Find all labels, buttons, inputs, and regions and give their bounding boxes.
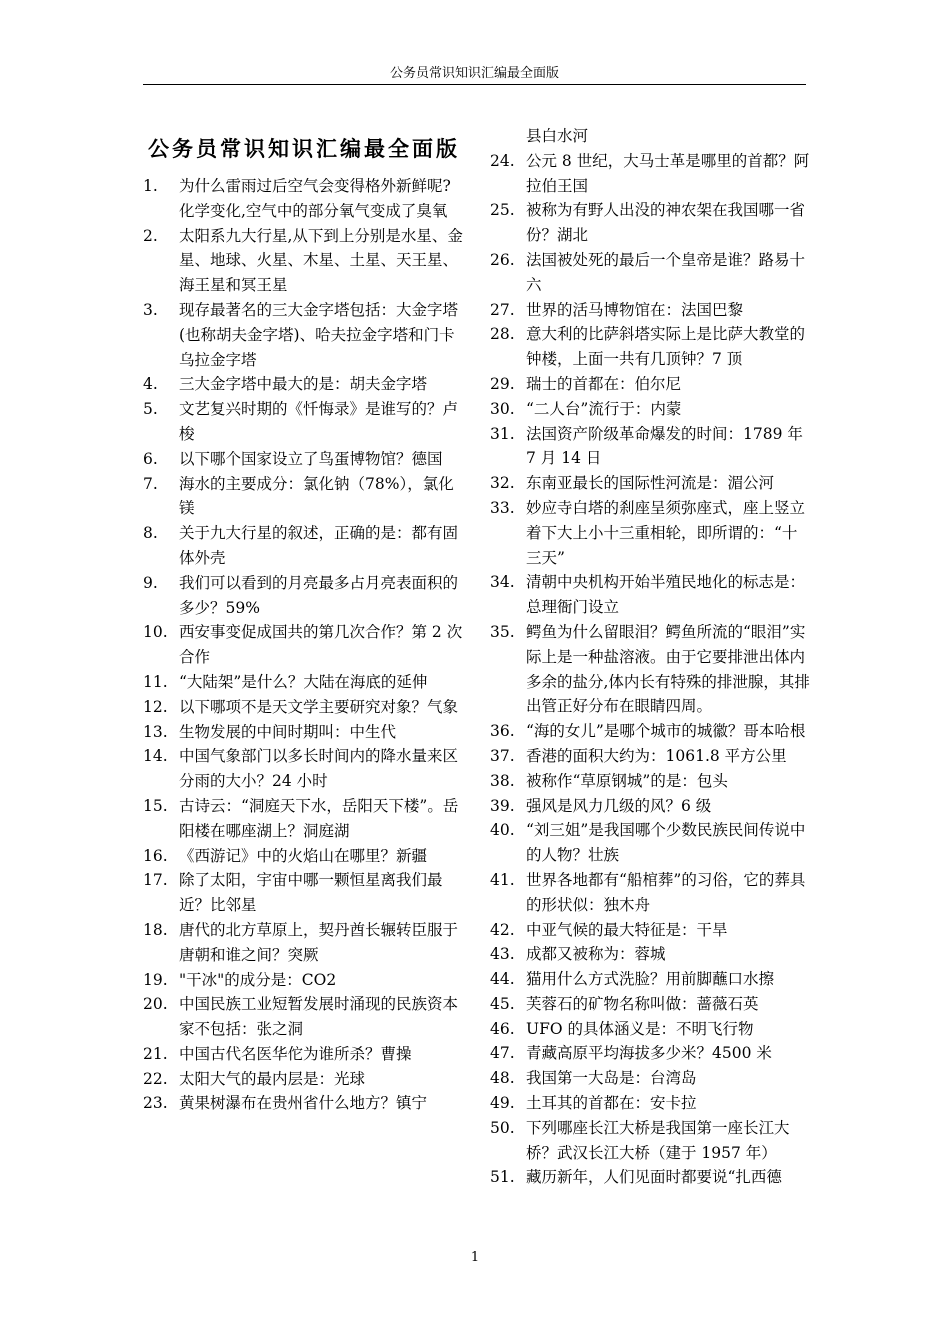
list-item [490, 397, 810, 422]
item-number: 16. [143, 846, 168, 865]
item-number: 8. [143, 524, 158, 543]
list-item [490, 744, 810, 769]
list-item [143, 447, 466, 472]
document-title: 公务员常识知识汇编最全面版 [148, 136, 460, 161]
item-text: 藏历新年，人们见面时都要说“扎西德 [526, 1168, 782, 1187]
item-text: 下列哪座长江大桥是我国第一座长江大桥？武汉长江大桥（建于 1957 年） [526, 1118, 790, 1162]
item-text: 中国民族工业短暂发展时涌现的民族资本家不包括：张之洞 [179, 995, 459, 1039]
item-number: 6. [143, 449, 158, 468]
item-text: 海水的主要成分：氯化钠（78%），氯化镁 [179, 474, 454, 518]
list-item [143, 521, 466, 571]
continued-text: 县白水河 [526, 127, 589, 145]
item-text: 清朝中央机构开始半殖民地化的标志是：总理衙门设立 [526, 573, 806, 617]
item-text: 被称作“草原钢城”的是：包头 [526, 771, 728, 790]
item-text: 香港的面积大约为：1061.8 平方公里 [526, 746, 787, 765]
item-number: 44. [490, 970, 515, 989]
item-text: 西安事变促成国共的第几次合作？第 2 次合作 [179, 623, 463, 667]
item-number: 38. [490, 771, 515, 790]
list-item [490, 1041, 810, 1066]
item-number: 40. [490, 821, 515, 840]
item-text: 瑞士的首都在：伯尔尼 [526, 374, 682, 393]
item-number: 31. [490, 424, 515, 443]
item-number: 24. [490, 151, 515, 170]
item-number: 25. [490, 201, 515, 220]
item-text: 太阳系九大行星,从下到上分别是水星、金星、地球、火星、木星、土星、天王星、海王星和冥王星 [179, 226, 463, 295]
list-item [490, 620, 810, 719]
item-number: 23. [143, 1094, 168, 1113]
item-text: 法国资产阶级革命爆发的时间：1789 年 7 月 14 日 [526, 424, 803, 468]
item-text: 《西游记》中的火焰山在哪里？新疆 [179, 846, 428, 865]
list-item [490, 719, 810, 744]
list-item [143, 472, 466, 522]
item-number: 20. [143, 995, 168, 1014]
item-number: 42. [490, 920, 515, 939]
item-text: 以下哪项不是天文学主要研究对象？气象 [179, 697, 459, 716]
item-number: 10. [143, 623, 168, 642]
item-number: 14. [143, 747, 168, 766]
item-text: 文艺复兴时期的《忏悔录》是谁写的？卢梭 [179, 400, 459, 443]
item-text: 公元 8 世纪，大马士革是哪里的首都？阿拉伯王国 [526, 151, 810, 195]
list-item [490, 918, 810, 943]
item-text: 为什么雷雨过后空气会变得格外新鲜呢?化学变化,空气中的部分氧气变成了臭氧 [179, 177, 451, 220]
list-item [143, 968, 466, 993]
list-item [490, 818, 810, 868]
item-text: “二人台”流行于：内蒙 [526, 399, 682, 418]
item-text: 意大利的比萨斜塔实际上是比萨大教堂的钟楼，上面一共有几顶钟？7 顶 [526, 325, 806, 369]
item-number: 26. [490, 250, 515, 269]
item-number: 27. [490, 300, 515, 319]
item-number: 34. [490, 573, 515, 592]
list-item [490, 496, 810, 570]
list-item [143, 397, 466, 447]
item-text: 唐代的北方草原上，契丹酋长辗转臣服于唐朝和谁之间？突厥 [179, 920, 459, 964]
list-item [490, 794, 810, 819]
item-text: 中国气象部门以多长时间内的降水量来区分雨的大小？24 小时 [179, 747, 459, 791]
item-text: 世界各地都有“船棺葬”的习俗，它的葬具的形状似：独木舟 [526, 870, 806, 914]
item-number: 45. [490, 994, 515, 1013]
list-item [143, 794, 466, 844]
page-number: 1 [470, 1250, 480, 1265]
item-number: 41. [490, 870, 515, 889]
item-text: “海的女儿”是哪个城市的城徽？哥本哈根 [526, 722, 806, 741]
list-item [490, 422, 810, 472]
item-number: 3. [143, 300, 158, 319]
item-text: 生物发展的中间时期叫：中生代 [179, 722, 397, 741]
item-text: UFO 的具体涵义是：不明飞行物 [526, 1019, 754, 1038]
list-item [143, 298, 466, 372]
list-item [490, 149, 810, 199]
list-item [143, 1042, 466, 1067]
list-item [490, 992, 810, 1017]
item-text: "干冰"的成分是：CO2 [179, 970, 337, 989]
list-item [143, 695, 466, 720]
item-text: 鳄鱼为什么留眼泪？鳄鱼所流的“眼泪”实际上是一种盐溶液。由于它要排泄出体内多余的盐分,体内长有特殊的排泄腺，其排出管正好分布在眼睛四周。 [526, 622, 810, 716]
item-number: 28. [490, 325, 515, 344]
list-item [490, 868, 810, 918]
item-text: 土耳其的首都在：安卡拉 [526, 1094, 697, 1113]
list-item [490, 942, 810, 967]
item-number: 18. [143, 920, 168, 939]
list-item [143, 992, 466, 1042]
list-item [143, 1067, 466, 1092]
item-number: 37. [490, 746, 515, 765]
item-text: 黄果树瀑布在贵州省什么地方？镇宁 [179, 1094, 428, 1113]
list-item [490, 198, 810, 248]
item-number: 46. [490, 1019, 515, 1038]
item-text: 成都又被称为：蓉城 [526, 945, 666, 964]
header-divider [143, 84, 806, 85]
list-item [490, 248, 810, 298]
item-number: 21. [143, 1044, 168, 1063]
list-item [490, 471, 810, 496]
item-number: 15. [143, 796, 168, 815]
item-number: 4. [143, 375, 158, 394]
list-item [143, 720, 466, 745]
item-number: 1. [143, 177, 158, 195]
item-text: 猫用什么方式洗脸？用前脚蘸口水擦 [526, 970, 775, 989]
item-number: 32. [490, 474, 515, 493]
item-number: 47. [490, 1044, 515, 1063]
item-number: 2. [143, 226, 158, 245]
item-text: 现存最著名的三大金字塔包括：大金字塔(也称胡夫金字塔)、哈夫拉金字塔和门卡乌拉金字塔 [179, 300, 459, 369]
list-item [490, 322, 810, 372]
item-number: 35. [490, 622, 515, 641]
list-item [490, 570, 810, 620]
list-item [490, 1091, 810, 1116]
item-number: 48. [490, 1069, 515, 1088]
item-number: 30. [490, 399, 515, 418]
list-item [143, 372, 466, 397]
list-item [143, 224, 466, 298]
list-item [143, 868, 466, 918]
list-item [490, 1066, 810, 1091]
item-number: 36. [490, 722, 515, 741]
item-text: 芙蓉石的矿物名称叫做：蔷薇石英 [526, 994, 759, 1013]
list-item [490, 1165, 810, 1190]
item-number: 17. [143, 871, 168, 890]
item-text: 被称为有野人出没的神农架在我国哪一省份？湖北 [526, 201, 806, 245]
item-number: 49. [490, 1094, 515, 1113]
item-number: 51. [490, 1168, 515, 1187]
item-number: 50. [490, 1118, 515, 1137]
item-text: 太阳大气的最内层是：光球 [179, 1069, 366, 1088]
item-number: 39. [490, 796, 515, 815]
item-number: 22. [143, 1069, 168, 1088]
list-item [143, 174, 466, 224]
item-text: 妙应寺白塔的刹座呈须弥座式，座上竖立着下大上小十三重相轮，即所谓的：“十三天” [526, 498, 806, 567]
item-text: 青藏高原平均海拔多少米？4500 米 [526, 1044, 772, 1063]
list-item [143, 620, 466, 670]
list-item [143, 670, 466, 695]
list-item [143, 1091, 466, 1116]
list-item [490, 769, 810, 794]
item-number: 5. [143, 400, 158, 419]
item-number: 7. [143, 474, 158, 493]
item-number: 29. [490, 374, 515, 393]
item-text: 世界的活马博物馆在：法国巴黎 [526, 300, 744, 319]
item-text: 三大金字塔中最大的是：胡夫金字塔 [179, 375, 428, 394]
item-number: 9. [143, 573, 158, 592]
item-text: 法国被处死的最后一个皇帝是谁？路易十六 [526, 250, 806, 294]
item-text: 古诗云：“洞庭天下水，岳阳天下楼”。岳阳楼在哪座湖上？洞庭湖 [179, 796, 459, 840]
list-item [490, 298, 810, 323]
item-number: 33. [490, 498, 515, 517]
left-column [143, 174, 466, 1116]
item-text: 东南亚最长的国际性河流是：湄公河 [526, 474, 775, 493]
right-column [490, 124, 810, 1190]
item-number: 12. [143, 697, 168, 716]
item-text: 强风是风力几级的风？6 级 [526, 796, 712, 815]
list-item [143, 844, 466, 869]
list-item [143, 918, 466, 968]
list-item [490, 1017, 810, 1042]
list-item [490, 1116, 810, 1166]
item-number: 19. [143, 970, 168, 989]
item-number: 13. [143, 722, 168, 741]
list-item [490, 967, 810, 992]
list-item [490, 372, 810, 397]
item-text: 中国古代名医华佗为谁所杀？曹操 [179, 1044, 412, 1063]
running-header: 公务员常识知识汇编最全面版 [389, 66, 559, 81]
item-number: 43. [490, 945, 515, 964]
item-text: 我国第一大岛是：台湾岛 [526, 1069, 697, 1088]
item-number: 11. [143, 672, 168, 691]
item-text: 关于九大行星的叙述，正确的是：都有固体外壳 [179, 524, 459, 567]
item-text: 以下哪个国家设立了鸟蛋博物馆？德国 [179, 449, 443, 468]
item-text: 中亚气候的最大特征是：干旱 [526, 920, 728, 939]
item-text: 我们可以看到的月亮最多占月亮表面积的多少？59% [179, 573, 459, 617]
list-item [143, 571, 466, 621]
list-item [143, 744, 466, 794]
item-text: “刘三姐”是我国哪个少数民族民间传说中的人物？壮族 [526, 821, 806, 865]
item-text: “大陆架”是什么？大陆在海底的延伸 [179, 672, 428, 691]
item-text: 除了太阳，宇宙中哪一颗恒星离我们最近？比邻星 [179, 871, 443, 915]
